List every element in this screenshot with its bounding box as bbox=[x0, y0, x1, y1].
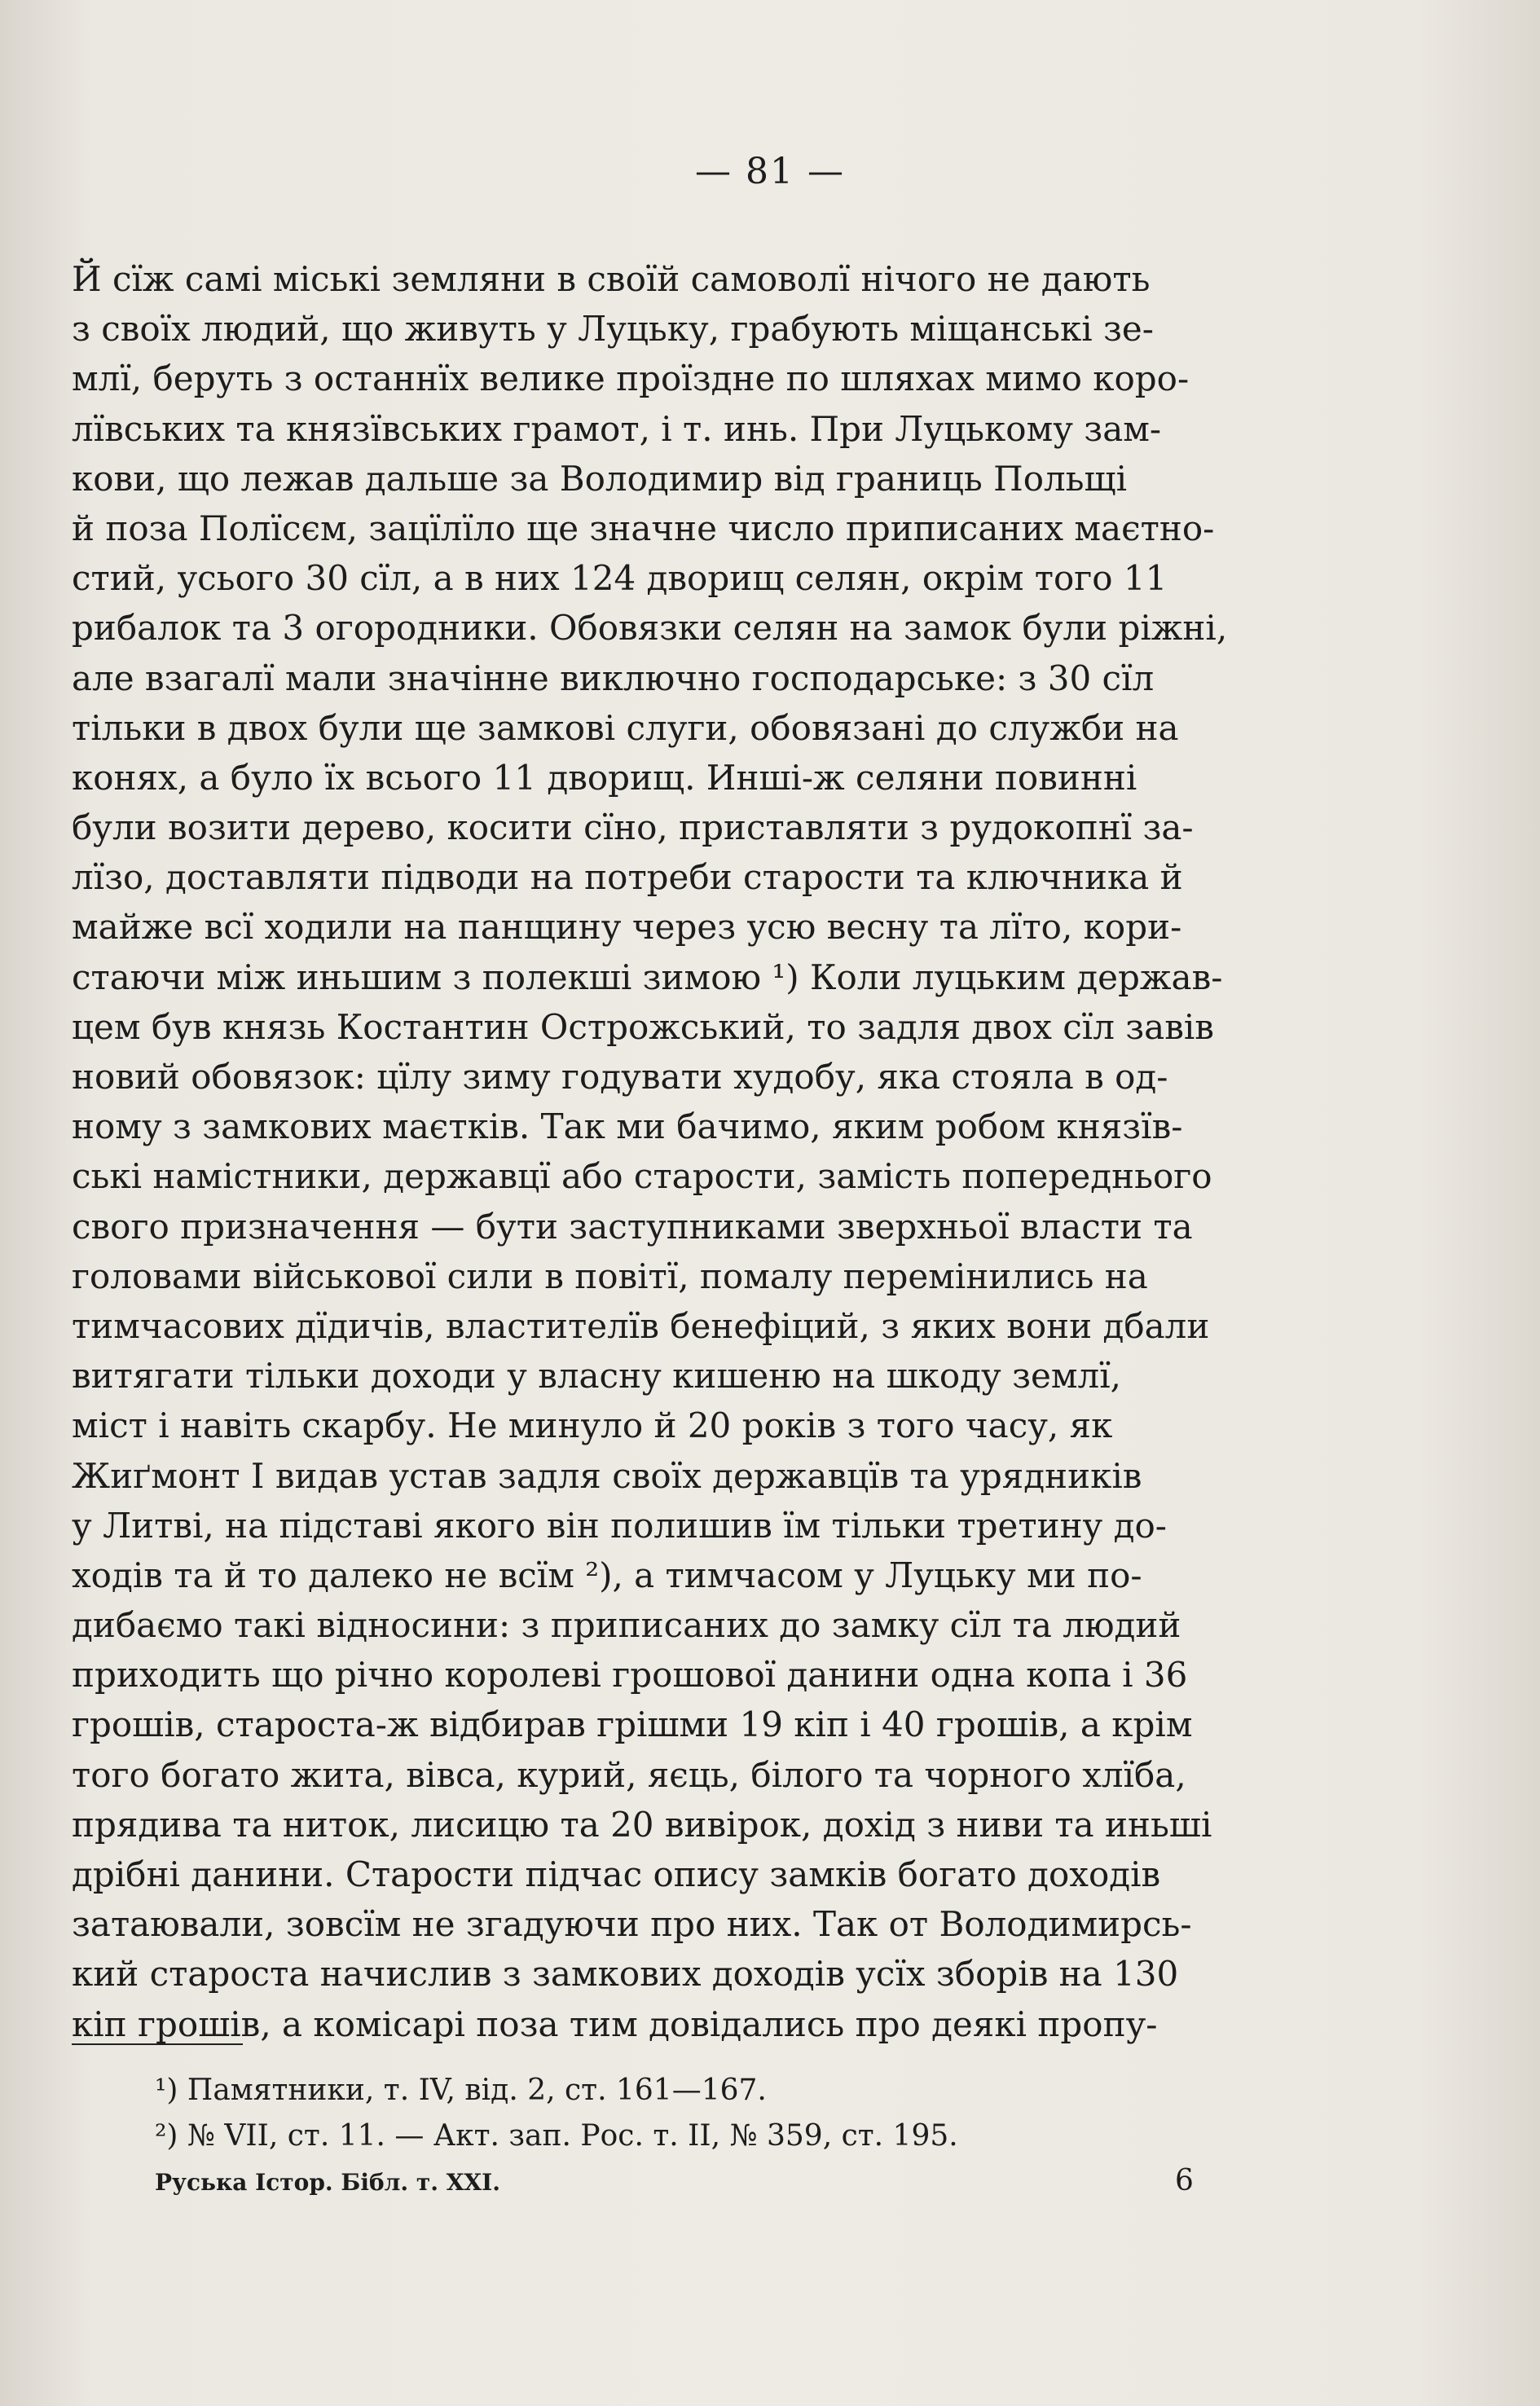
text-line: ські намістники, державцї або старости, замість попереднього bbox=[72, 1156, 1212, 1197]
text-line: стаючи між иньшим з полекші зимою ¹) Коли луцьким держав- bbox=[72, 957, 1223, 997]
text-line: свого призначення — бути заступниками зверхньої власти та bbox=[72, 1206, 1193, 1247]
text-line: затаювали, зовсїм не згадуючи про них. Так от Володимирсь- bbox=[72, 1904, 1192, 1945]
printer-signature: Руська Істор. Бібл. т. XXI. bbox=[155, 2169, 501, 2196]
sheet-number: 6 bbox=[1175, 2164, 1194, 2197]
text-line: тільки в двох були ще замкові слуги, обовязані до служби на bbox=[72, 707, 1179, 748]
text-line: дибаємо такі відносини: з приписаних до замку сїл та людий bbox=[72, 1605, 1181, 1646]
text-line: млї, беруть з останнїх велике проїздне по шляхах мимо коро- bbox=[72, 358, 1190, 399]
text-line: стий, усього 30 сїл, а в них 124 дворищ селян, окрім того 11 bbox=[72, 558, 1168, 599]
footnotes bbox=[155, 2068, 1214, 2159]
text-line: лїзо, доставляти підводи на потреби старости та ключника й bbox=[72, 857, 1183, 898]
text-line: грошів, староста-ж відбирав грішми 19 кіп і 40 грошів, а крім bbox=[72, 1704, 1193, 1745]
text-line: й поза Полїсєм, зацїлїло ще значне число приписаних маєтно- bbox=[72, 508, 1215, 548]
text-line: новий обовязок: цїлу зиму годувати худобу, яка стояла в од- bbox=[72, 1057, 1168, 1097]
text-line: конях, а було їх всього 11 дворищ. Инші-ж селяни повинні bbox=[72, 757, 1137, 798]
text-line: лївських та князївських грамот, і т. инь. При Луцькому зам- bbox=[72, 408, 1162, 449]
text-line: головами військової сили в повітї, помалу перемінились на bbox=[72, 1256, 1148, 1296]
footnote-1: ¹) Памятники, т. IV, від. 2, ст. 161—167. bbox=[155, 2074, 767, 2107]
footnote-2: ²) № VII, ст. 11. — Акт. зап. Рос. т. II, № 359, ст. 195. bbox=[155, 2119, 958, 2153]
text-line: тимчасових дїдичів, властителїв бенефіций, з яких вони дбали bbox=[72, 1305, 1210, 1346]
text-line: прядива та ниток, лисицю та 20 вивірок, дохід з ниви та иньші bbox=[72, 1804, 1212, 1845]
text-line: Жиґмонт I видав устав задля своїх державцїв та урядників bbox=[72, 1455, 1142, 1496]
text-line: але взагалї мали значінне виключно господарське: з 30 сїл bbox=[72, 658, 1155, 698]
text-line: кий староста начислив з замкових доходів усїх зборів на 130 bbox=[72, 1954, 1179, 1995]
text-line: були возити дерево, косити сїно, приставляти з рудокопнї за- bbox=[72, 807, 1194, 848]
text-line: з своїх людий, що живуть у Луцьку, грабують міщанські зе- bbox=[72, 309, 1154, 350]
text-line: рибалок та 3 огородники. Обовязки селян на замок були ріжні, bbox=[72, 608, 1228, 649]
text-line: кіп грошів, а комісарі поза тим довідались про деякі пропу- bbox=[72, 2004, 1158, 2044]
text-line: дрібні данини. Старости підчас опису замків богато доходів bbox=[72, 1854, 1161, 1894]
text-line: того богато жита, вівса, курий, яєць, білого та чорного хлїба, bbox=[72, 1754, 1186, 1795]
text-line: міст і навіть скарбу. Не минуло й 20 років з того часу, як bbox=[72, 1405, 1113, 1446]
text-line: цем був князь Костантин Острожський, то задля двох сїл завів bbox=[72, 1006, 1214, 1047]
text-line: Й сїж самі міські земляни в своїй самоволї нічого не дають bbox=[72, 259, 1151, 299]
text-line: приходить що річно королеві грошової данини одна копа і 36 bbox=[72, 1655, 1188, 1696]
page-number: — 81 — bbox=[695, 151, 845, 192]
text-line: витягати тільки доходи у власну кишеню на шкоду землї, bbox=[72, 1356, 1121, 1397]
text-line: у Литві, на підставі якого він полишив їм тільки третину до- bbox=[72, 1505, 1167, 1546]
text-line: майже всї ходили на панщину через усю весну та лїто, кори- bbox=[72, 907, 1182, 948]
text-line: ходів та й то далеко не всїм ²), а тимчасом у Луцьку ми по- bbox=[72, 1555, 1142, 1595]
text-line: ному з замкових маєтків. Так ми бачимо, яким робом князїв- bbox=[72, 1106, 1183, 1147]
footnote-divider bbox=[72, 2043, 243, 2045]
text-line: кови, що лежав дальше за Володимир від границь Польщі bbox=[72, 458, 1128, 499]
body-text bbox=[72, 254, 1289, 2049]
